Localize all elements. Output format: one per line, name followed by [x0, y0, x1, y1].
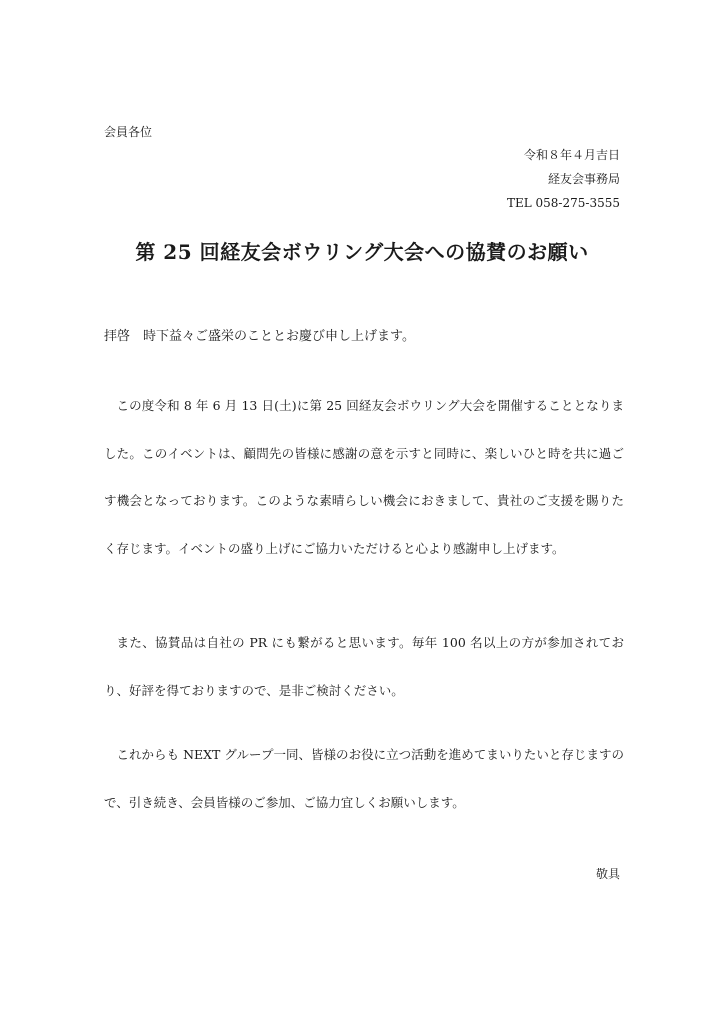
phone-number: TEL 058-275-3555 — [506, 196, 620, 210]
closing-phrase: 敬具 — [595, 867, 620, 881]
body-paragraph-2: また、協賛品は自社の PR にも繋がると思います。毎年 100 名以上の方が参加されており、好評を得ておりますので、是非ご検討ください。 — [104, 635, 624, 698]
organization-name: 経友会事務局 — [547, 172, 620, 186]
opening-greeting: 拝啓 時下益々ご盛栄のこととお慶び申し上げます。 — [104, 329, 415, 344]
addressee: 会員各位 — [104, 125, 153, 139]
issue-date: 令和８年４月吉日 — [523, 148, 620, 162]
sender-block — [507, 147, 620, 219]
body-paragraph-3: これからも NEXT グループ一同、皆様のお役に立つ活動を進めてまいりたいと存じますので、引き続き、会員皆様のご参加、ご協力宜しくお願いします。 — [104, 747, 624, 810]
document-title: 第 25 回経友会ボウリング大会への協賛のお願い — [135, 240, 589, 264]
body-paragraph-1: この度令和 8 年 6 月 13 日(土)に第 25 回経友会ボウリング大会を開催することとなりました。このイベントは、顧問先の皆様に感謝の意を示すと同時に、楽しいひと時を共に過ごす機会となっております。このような素晴らしい機会におきまして、貴社のご支援を賜りたく存じます。イベントの盛り上げにご協力いただけると心より感謝申し上げます。 — [104, 398, 624, 556]
